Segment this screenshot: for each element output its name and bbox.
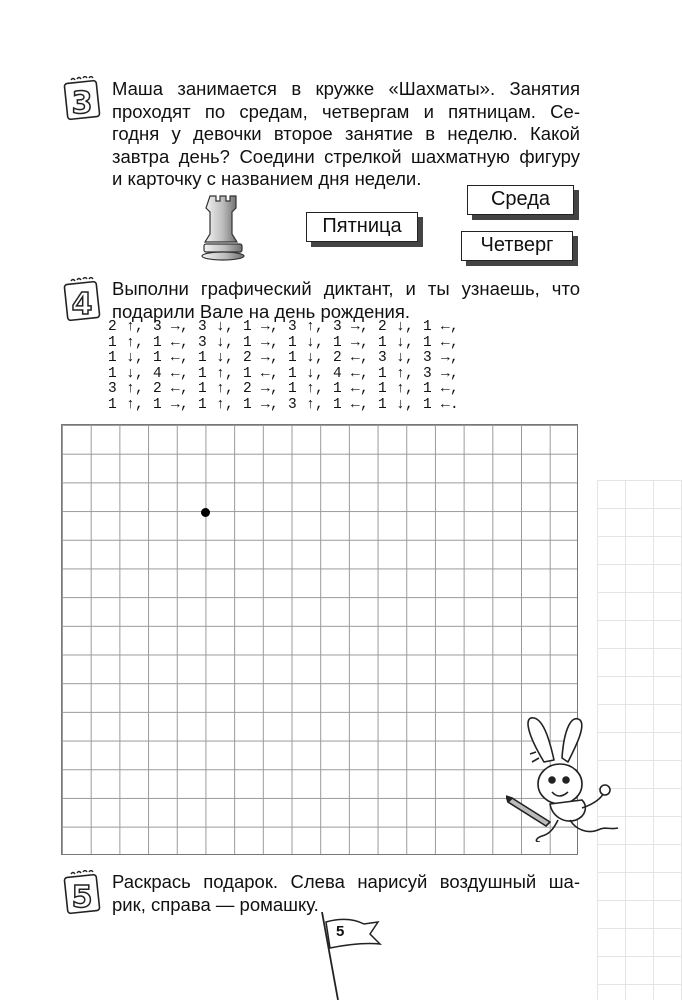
task-3-line: годня у девочки второе занятие в неделю. Какой [112, 123, 580, 144]
task-4-number: 4 [71, 287, 93, 322]
card-wednesday[interactable]: Среда [467, 185, 574, 215]
rook-icon [200, 192, 246, 262]
rabbit-with-pencil-icon [506, 712, 626, 842]
task-3-text [112, 78, 580, 191]
page-number: 5 [336, 923, 345, 940]
card-friday[interactable]: Пятница [306, 212, 418, 242]
card-thursday[interactable]: Четверг [461, 231, 573, 261]
dictation-row: 1 ↑, 1 ←, 3 ↓, 1 →, 1 ↓, 1 →, 1 ↓, 1 ←, [108, 334, 460, 351]
task-3-line: завтра день? Соедини стрелкой шахматную фигуру [112, 145, 580, 167]
task-3-badge-icon [62, 76, 104, 122]
dictation-instructions [108, 320, 533, 413]
task-4-line: Выполни графический диктант, и ты узнаешь, что [112, 278, 580, 299]
task-5-text [112, 871, 580, 916]
dictation-row: 1 ↓, 4 ←, 1 ↑, 1 ←, 1 ↓, 4 ←, 1 ↑, 3 →, [108, 365, 460, 382]
dictation-row: 1 ↓, 1 ←, 1 ↓, 2 →, 1 ↓, 2 ←, 3 ↓, 3 →, [108, 350, 460, 366]
flag-icon [318, 912, 388, 1005]
task-3-line: проходят по средам, четвергам и пятницам. Се- [112, 100, 580, 122]
dictation-row: 3 ↑, 2 ←, 1 ↑, 2 →, 1 ↑, 1 ←, 1 ↑, 1 ←, [108, 381, 460, 397]
task-3-line: и карточку с названием дня недели. [112, 168, 422, 189]
task-5-line: Раскрась подарок. Слева нарисуй воздушный ша- [112, 871, 580, 892]
task-3-number: 3 [71, 86, 93, 121]
start-dot [201, 508, 210, 517]
task-3-line: Маша занимается в кружке «Шахматы». Занятия [112, 78, 580, 99]
task-4-text [112, 278, 580, 323]
dictation-row: 2 ↑, 3 →, 3 ↓, 1 →, 3 ↑, 3 →, 2 ↓, 1 ←, [108, 319, 460, 335]
task-4-badge-icon [62, 277, 104, 323]
task-5-badge-icon [62, 870, 104, 916]
task-4-line: подарили Вале на день рождения. [112, 300, 410, 322]
dictation-grid[interactable] [61, 424, 578, 855]
task-5-line: рик, справа — ромашку. [112, 893, 319, 915]
task-5-number: 5 [71, 880, 93, 915]
dictation-row: 1 ↑, 1 →, 1 ↑, 1 →, 3 ↑, 1 ←, 1 ↓, 1 ←. [108, 396, 460, 413]
